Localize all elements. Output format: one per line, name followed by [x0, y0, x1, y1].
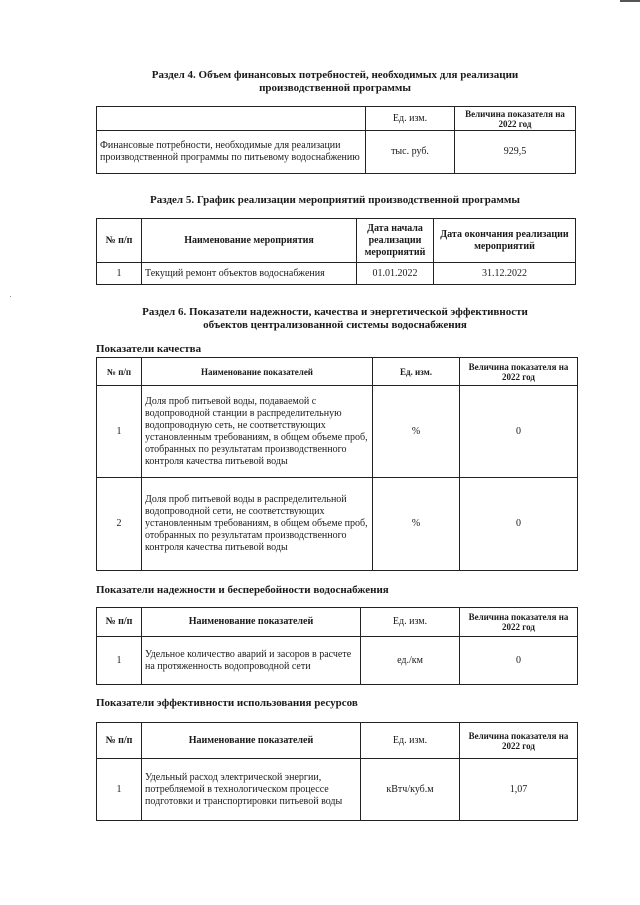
row-num: 1: [97, 759, 142, 821]
row-name: Доля проб питьевой воды в распределительной водопроводной сети, не соответствующих установленным требованиям, в общем объеме проб, отобранных по результатам производственного контроля качества питьевой воды: [142, 478, 373, 571]
table-header-row: [97, 358, 578, 386]
table-header-value: Величина показателя на 2022 год: [460, 608, 578, 637]
row-name: Текущий ремонт объектов водоснабжения: [142, 263, 357, 285]
section4-title: [95, 69, 575, 95]
table-header-value: Величина показателя на 2022 год: [460, 723, 578, 759]
row-unit: %: [373, 386, 460, 478]
table-header-name: Наименование показателей: [142, 608, 361, 637]
table-header-name: Наименование показателей: [142, 723, 361, 759]
table-header-row: [97, 107, 576, 131]
scan-speck: [10, 296, 11, 297]
table-header-unit: Ед. изм.: [366, 107, 455, 131]
table-header-num: № п/п: [97, 608, 142, 637]
table-header-end: Дата окончания реализации мероприятий: [434, 219, 576, 263]
row-num: 1: [97, 637, 142, 685]
section4-title-line2: производственной программы: [259, 82, 411, 94]
row-start: 01.01.2022: [357, 263, 434, 285]
table-header-name: Наименование мероприятия: [142, 219, 357, 263]
table-header-empty: [97, 107, 366, 131]
table-header-value: Величина показателя на 2022 год: [455, 107, 576, 131]
table-header-row: [97, 608, 578, 637]
table-header-unit: Ед. изм.: [361, 608, 460, 637]
table-header-num: № п/п: [97, 723, 142, 759]
table-header-name: Наименование показателей: [142, 358, 373, 386]
row-unit: кВтч/куб.м: [361, 759, 460, 821]
table-row: [97, 759, 578, 821]
table-header-start: Дата начала реализации мероприятий: [357, 219, 434, 263]
row-value: 929,5: [455, 131, 576, 174]
row-unit: ед./км: [361, 637, 460, 685]
section5-title: Раздел 5. График реализации мероприятий производственной программы: [150, 194, 520, 206]
section6-title-line2: объектов централизованной системы водоснабжения: [203, 319, 467, 331]
row-num: 1: [97, 386, 142, 478]
table-row: [97, 386, 578, 478]
table-header-num: № п/п: [97, 358, 142, 386]
row-value: 0: [460, 478, 578, 571]
efficiency-table: [96, 722, 578, 821]
efficiency-label: Показатели эффективности использования ресурсов: [96, 697, 358, 709]
table-header-unit: Ед. изм.: [373, 358, 460, 386]
section6-title-line1: Раздел 6. Показатели надежности, качества и энергетической эффективности: [142, 306, 528, 318]
quality-label: Показатели качества: [96, 343, 202, 355]
table-header-row: [97, 219, 576, 263]
row-num: 2: [97, 478, 142, 571]
table-header-value: Величина показателя на 2022 год: [460, 358, 578, 386]
row-unit: %: [373, 478, 460, 571]
reliability-table: [96, 607, 578, 685]
reliability-label: Показатели надежности и бесперебойности водоснабжения: [96, 584, 389, 596]
table-header-num: № п/п: [97, 219, 142, 263]
section5-table: [96, 218, 576, 285]
section6-title: [95, 306, 575, 332]
row-name: Доля проб питьевой воды, подаваемой с водопроводной станции в распределительную водопроводную сеть, не соответствующих установленным требованиям, в общем объеме проб, отобранных по результатам производственного контроля качества питьевой воды: [142, 386, 373, 478]
section4-table: [96, 106, 576, 174]
quality-table: [96, 357, 578, 571]
table-row: [97, 637, 578, 685]
row-end: 31.12.2022: [434, 263, 576, 285]
row-name: Финансовые потребности, необходимые для реализации производственной программы по питьевому водоснабжению: [97, 131, 366, 174]
row-unit: тыс. руб.: [366, 131, 455, 174]
table-row: [97, 263, 576, 285]
row-value: 1,07: [460, 759, 578, 821]
table-header-unit: Ед. изм.: [361, 723, 460, 759]
row-name: Удельный расход электрической энергии, потребляемой в технологическом процессе подготовки и транспортировки питьевой воды: [142, 759, 361, 821]
row-value: 0: [460, 386, 578, 478]
table-row: [97, 131, 576, 174]
section4-title-line1: Раздел 4. Объем финансовых потребностей, необходимых для реализации: [151, 69, 519, 81]
table-header-row: [97, 723, 578, 759]
row-name: Удельное количество аварий и засоров в расчете на протяженность водопроводной сети: [142, 637, 361, 685]
row-num: 1: [97, 263, 142, 285]
scan-corner-mark: [620, 0, 640, 2]
table-row: [97, 478, 578, 571]
row-value: 0: [460, 637, 578, 685]
